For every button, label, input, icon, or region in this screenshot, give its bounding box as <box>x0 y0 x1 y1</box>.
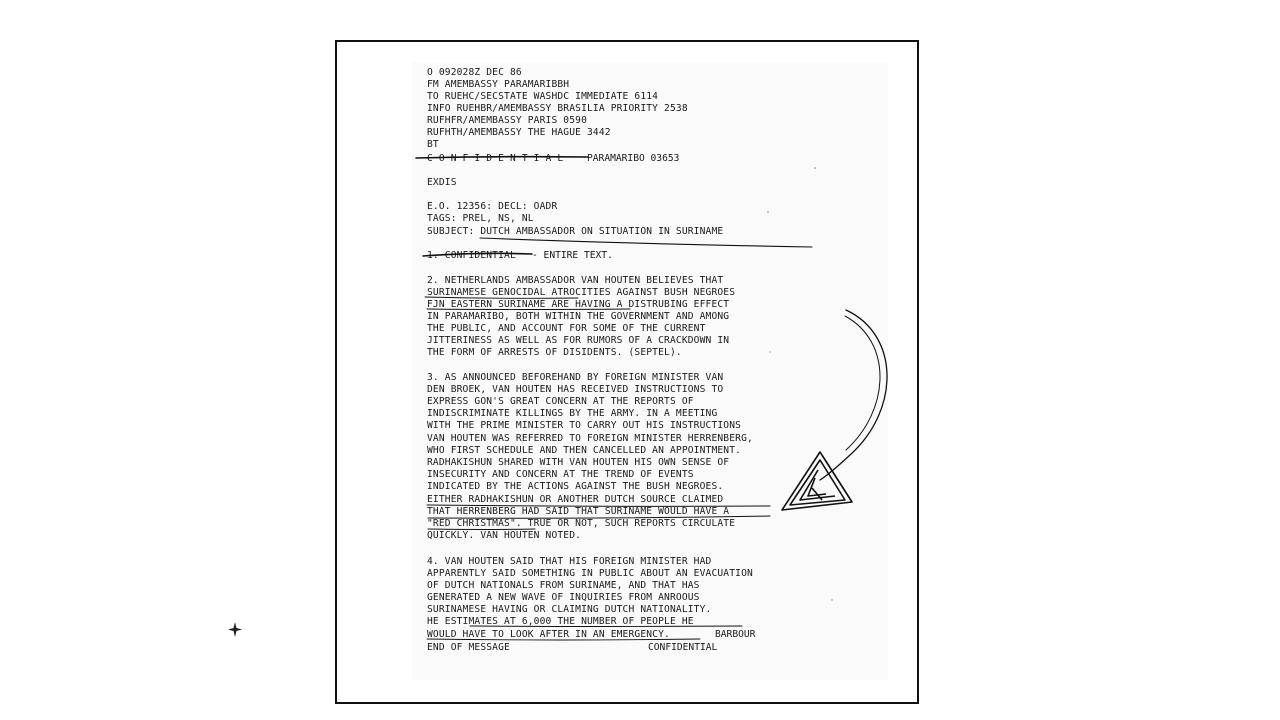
header-line: FM AMEMBASSY PARAMARIBBH <box>427 79 570 90</box>
header-line: RUFHFR/AMEMBASSY PARIS 0590 <box>427 115 587 126</box>
para3-line: DEN BROEK, VAN HOUTEN HAS RECEIVED INSTRUCTIONS TO <box>427 384 724 395</box>
para3-line: INSECURITY AND CONCERN AT THE TREND OF EVENTS <box>427 469 694 480</box>
para3-line: QUICKLY. VAN HOUTEN NOTED. <box>427 530 582 541</box>
classification-struck: C O N F I D E N T I A L <box>427 153 564 164</box>
header-line: BT <box>427 139 439 150</box>
end-of-message: END OF MESSAGE <box>427 642 510 653</box>
signature: BARBOUR <box>715 629 756 640</box>
sparkle-icon <box>228 622 242 637</box>
para3-line: THAT HERRENBERG HAD SAID THAT SURINAME WOULD HAVE A <box>427 506 730 517</box>
para3-line: EXPRESS GON'S GREAT CONCERN AT THE REPORTS OF <box>427 396 694 407</box>
header-line: TO RUEHC/SECSTATE WASHDC IMMEDIATE 6114 <box>427 91 659 102</box>
para3-line: WHO FIRST SCHEDULE AND THEN CANCELLED AN APPOINTMENT. <box>427 445 742 456</box>
para3-line: 3. AS ANNOUNCED BEFOREHAND BY FOREIGN MINISTER VAN <box>427 372 724 383</box>
meta-line: TAGS: PREL, NS, NL <box>427 213 534 224</box>
para2-line: 2. NETHERLANDS AMBASSADOR VAN HOUTEN BELIEVES THAT <box>427 275 724 286</box>
para2-line: IN PARAMARIBO, BOTH WITHIN THE GOVERNMENT AND AMONG <box>427 311 730 322</box>
para4-line: GENERATED A NEW WAVE OF INQUIRIES FROM ANROOUS <box>427 592 700 603</box>
para2-line: SURINAMESE GENOCIDAL ATROCITIES AGAINST BUSH NEGROES <box>427 287 736 298</box>
para2-line: THE PUBLIC, AND ACCOUNT FOR SOME OF THE CURRENT <box>427 323 706 334</box>
subject-line: SUBJECT: DUTCH AMBASSADOR ON SITUATION IN SURINAME <box>427 226 724 237</box>
para2-line: FJN EASTERN SURINAME ARE HAVING A DISTRUBING EFFECT <box>427 299 730 310</box>
para4-line: OF DUTCH NATIONALS FROM SURINAME, AND THAT HAS <box>427 580 700 591</box>
para2-line: JITTERINESS AS WELL AS FOR RUMORS OF A CRACKDOWN IN <box>427 335 730 346</box>
para3-line: WITH THE PRIME MINISTER TO CARRY OUT HIS INSTRUCTIONS <box>427 420 742 431</box>
exdis-caption: EXDIS <box>427 177 457 188</box>
meta-line: E.O. 12356: DECL: OADR <box>427 201 558 212</box>
para1-rest: - ENTIRE TEXT. <box>532 250 613 261</box>
para3-line: VAN HOUTEN WAS REFERRED TO FOREIGN MINISTER HERRENBERG, <box>427 433 753 444</box>
para3-line: INDICATED BY THE ACTIONS AGAINST THE BUSH NEGROES. <box>427 481 724 492</box>
header-line: RUFHTH/AMEMBASSY THE HAGUE 3442 <box>427 127 611 138</box>
classification-reference: PARAMARIBO 03653 <box>587 153 680 164</box>
header-line: O 092028Z DEC 86 <box>427 67 522 78</box>
para3-line: RADHAKISHUN SHARED WITH VAN HOUTEN HIS OWN SENSE OF <box>427 457 730 468</box>
footer-classification: CONFIDENTIAL <box>648 642 718 653</box>
para2-line: THE FORM OF ARRESTS OF DISIDENTS. (SEPTEL). <box>427 347 682 358</box>
para4-line: WOULD HAVE TO LOOK AFTER IN AN EMERGENCY. <box>427 629 670 640</box>
para4-line: 4. VAN HOUTEN SAID THAT HIS FOREIGN MINISTER HAD <box>427 556 712 567</box>
para3-line: INDISCRIMINATE KILLINGS BY THE ARMY. IN A MEETING <box>427 408 718 419</box>
para4-line: APPARENTLY SAID SOMETHING IN PUBLIC ABOUT AN EVACUATION <box>427 568 753 579</box>
para3-line: EITHER RADHAKISHUN OR ANOTHER DUTCH SOURCE CLAIMED <box>427 494 724 505</box>
para4-line: SURINAMESE HAVING OR CLAIMING DUTCH NATIONALITY. <box>427 604 712 615</box>
para4-line: HE ESTIMATES AT 6,000 THE NUMBER OF PEOPLE HE <box>427 616 694 627</box>
para3-line: "RED CHRISTMAS". TRUE OR NOT, SUCH REPORTS CIRCULATE <box>427 518 736 529</box>
para1-prefix: 1. CONFIDENTIAL <box>427 250 516 261</box>
header-line: INFO RUEHBR/AMEMBASSY BRASILIA PRIORITY 2538 <box>427 103 688 114</box>
